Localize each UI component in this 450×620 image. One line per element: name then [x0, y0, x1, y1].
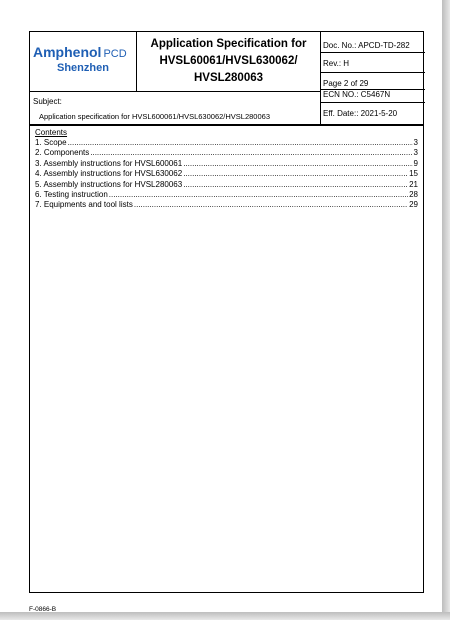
- toc-entry[interactable]: [35, 148, 418, 158]
- title-line-2: HVSL60061/HVSL630062/: [159, 55, 298, 67]
- toc-entry[interactable]: [35, 138, 418, 148]
- toc-label: 6. Testing instruction: [35, 190, 108, 200]
- toc-page: 9: [413, 158, 418, 168]
- logo-suffix: PCD: [103, 48, 127, 60]
- toc-label: 4. Assembly instructions for HVSL630062: [35, 169, 183, 179]
- toc-leader: [134, 200, 408, 210]
- toc-leader: [183, 169, 408, 179]
- toc-leader: [183, 159, 412, 169]
- subject-label: Subject:: [33, 97, 62, 106]
- meta-divider: [321, 102, 425, 103]
- table-of-contents: [35, 138, 418, 211]
- logo-city: Shenzhen: [57, 62, 109, 74]
- toc-label: 2. Components: [35, 148, 90, 158]
- toc-leader: [68, 138, 413, 148]
- contents-title: Contents: [35, 128, 68, 137]
- toc-leader: [183, 180, 408, 190]
- ecn-number: ECN NO.: C5467N: [323, 90, 391, 99]
- logo-name: [33, 44, 127, 60]
- toc-label: 1. Scope: [35, 138, 67, 147]
- toc-entry[interactable]: [35, 180, 418, 190]
- company-logo: [30, 32, 137, 92]
- toc-page: 28: [409, 190, 418, 200]
- toc-label: 5. Assembly instructions for HVSL280063: [35, 179, 183, 189]
- document-meta: [320, 32, 424, 125]
- document-title: [137, 32, 320, 92]
- page-number: Page 2 of 29: [323, 79, 369, 88]
- title-line-3: HVSL280063: [193, 72, 264, 84]
- effective-date: Eff. Date:: 2021-5-20: [323, 109, 398, 118]
- subject-text: Application specification for HVSL600061/HVSL630062/HVSL280063: [39, 112, 270, 121]
- toc-page: 3: [413, 138, 418, 147]
- toc-entry[interactable]: [35, 159, 418, 169]
- page-shadow-right: [442, 0, 450, 620]
- toc-page: 3: [413, 148, 418, 158]
- toc-leader: [90, 148, 412, 158]
- document-header: [29, 31, 424, 125]
- toc-label: 3. Assembly instructions for HVSL600061: [35, 158, 183, 168]
- toc-entry[interactable]: [35, 200, 418, 210]
- meta-divider: [321, 72, 425, 73]
- form-code: F-0866-B: [29, 606, 57, 613]
- toc-entry[interactable]: [35, 169, 418, 179]
- title-line-1: Application Specification for: [150, 38, 307, 50]
- toc-page: 29: [409, 200, 418, 210]
- logo-brand: Amphenol: [33, 44, 102, 60]
- toc-page: 15: [409, 169, 418, 179]
- toc-page: 21: [409, 179, 418, 189]
- page-shadow-bottom: [0, 612, 450, 620]
- toc-label: 7. Equipments and tool lists: [35, 200, 133, 210]
- toc-entry[interactable]: [35, 190, 418, 200]
- meta-divider: [321, 52, 425, 53]
- doc-number: Doc. No.: APCD-TD-282: [323, 41, 410, 50]
- contents-box: [29, 125, 424, 593]
- revision: Rev.: H: [323, 59, 350, 68]
- toc-leader: [109, 190, 408, 200]
